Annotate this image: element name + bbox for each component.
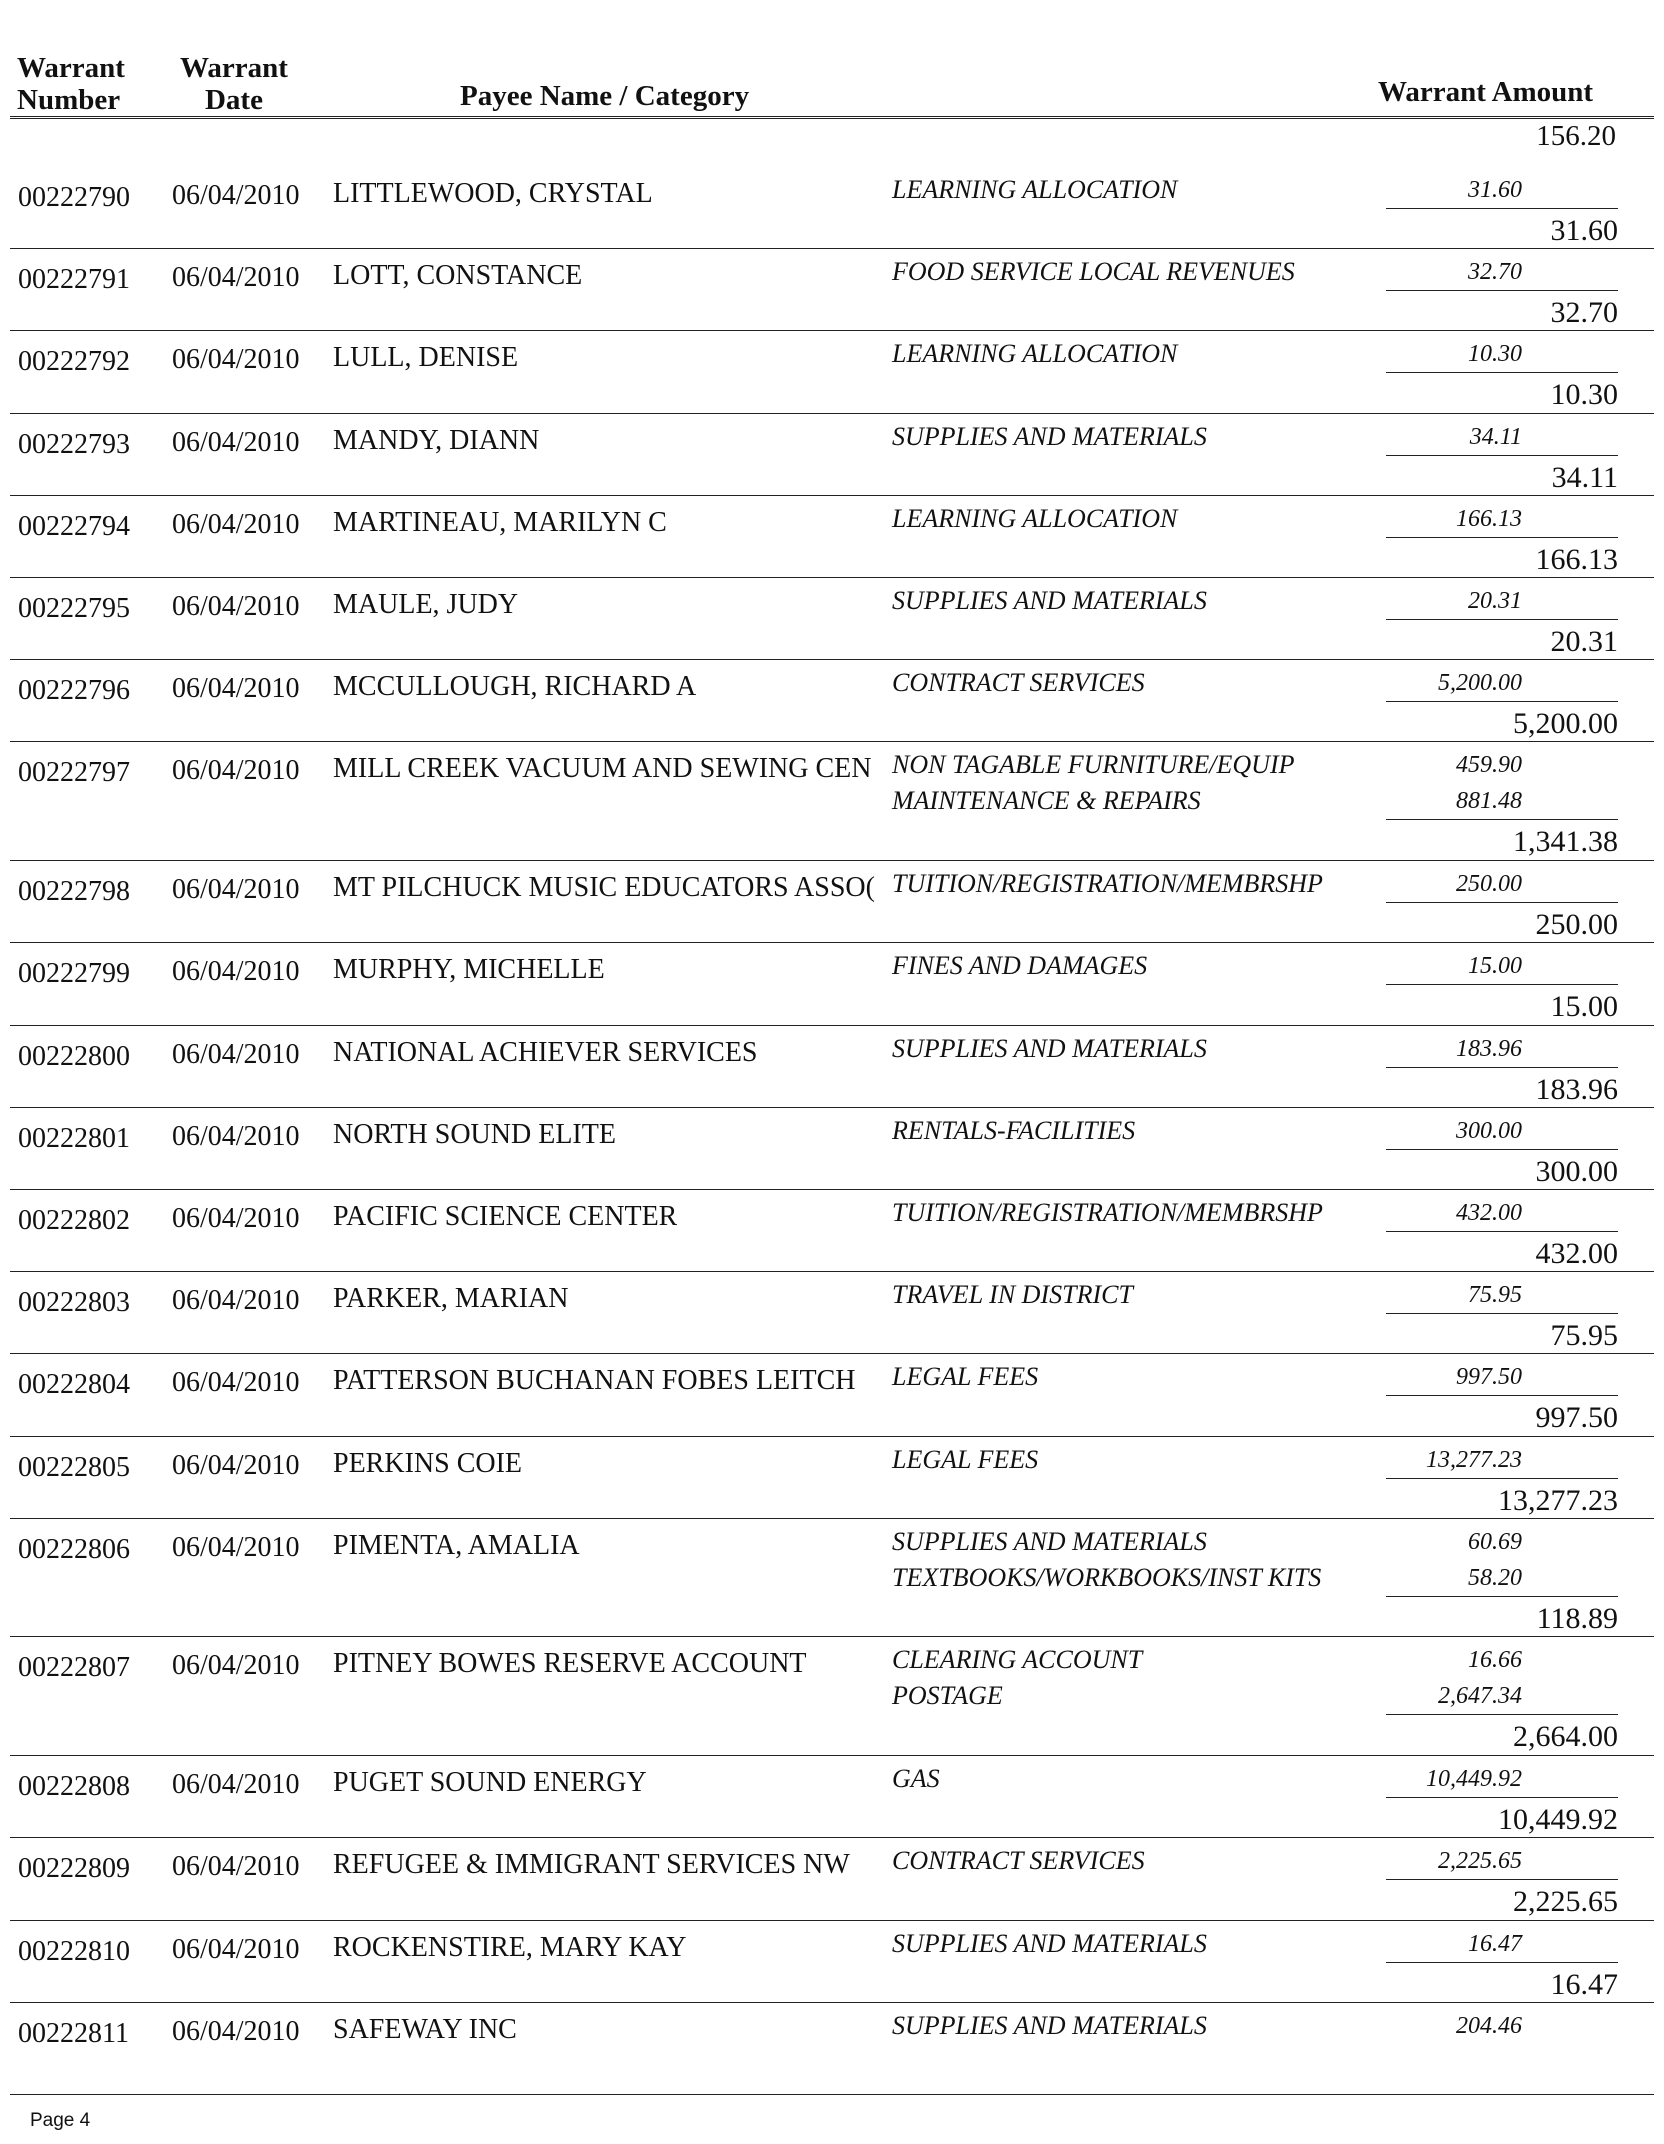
line-amount: 60.69 [1468, 1528, 1522, 1555]
line-amount: 166.13 [1456, 505, 1522, 532]
warrant-date: 06/04/2010 [172, 1120, 300, 1152]
payee-name: MURPHY, MICHELLE [333, 954, 605, 986]
subtotal-rule [1386, 372, 1618, 373]
category-list [892, 423, 1207, 459]
category-list [892, 952, 1147, 988]
warrant-number: 00222791 [18, 264, 130, 296]
line-amount: 16.47 [1468, 1930, 1522, 1957]
line-amount-list [1386, 258, 1522, 294]
header-rule [10, 116, 1654, 119]
warrant-total: 31.60 [1550, 214, 1618, 247]
line-amount: 13,277.23 [1426, 1446, 1522, 1473]
line-amount-list [1386, 2012, 1522, 2048]
line-amount-list [1386, 1528, 1522, 1600]
warrant-number: 00222808 [18, 1771, 130, 1803]
category-label: TEXTBOOKS/WORKBOOKS/INST KITS [892, 1562, 1322, 1592]
line-amount: 16.66 [1468, 1647, 1522, 1674]
warrant-number: 00222792 [18, 346, 130, 378]
warrant-number: 00222800 [18, 1040, 130, 1072]
warrant-number: 00222793 [18, 428, 130, 460]
page-number: Page 4 [30, 2110, 91, 2131]
line-amount: 204.46 [1456, 2012, 1522, 2039]
category-list [892, 258, 1295, 294]
line-amount: 997.50 [1456, 1364, 1522, 1391]
line-amount-list [1386, 587, 1522, 623]
payee-name: PACIFIC SCIENCE CENTER [333, 1200, 678, 1232]
warrant-row [0, 1920, 1664, 2002]
category-list [892, 1646, 1142, 1718]
subtotal-rule [1386, 1797, 1618, 1798]
subtotal-rule [1386, 1067, 1618, 1068]
warrant-date: 06/04/2010 [172, 2015, 300, 2047]
warrant-row [0, 330, 1664, 412]
payee-name: MT PILCHUCK MUSIC EDUCATORS ASSO( [333, 872, 875, 904]
warrant-row [0, 1837, 1664, 1919]
warrant-date: 06/04/2010 [172, 426, 300, 458]
category-label: SUPPLIES AND MATERIALS [892, 586, 1207, 615]
line-amount-list [1386, 1035, 1522, 1071]
line-amount: 20.31 [1468, 588, 1522, 614]
category-list [892, 1117, 1135, 1153]
category-label: TUITION/REGISTRATION/MEMBRSHP [892, 869, 1323, 899]
line-amount-list [1386, 1646, 1522, 1718]
warrant-row [0, 166, 1664, 248]
category-label: SUPPLIES AND MATERIALS [892, 1928, 1207, 1958]
category-label: CLEARING ACCOUNT [892, 1645, 1143, 1675]
warrant-row [0, 1518, 1664, 1637]
warrant-row [0, 1436, 1664, 1518]
warrant-number: 00222807 [18, 1652, 130, 1684]
line-amount: 31.60 [1468, 177, 1522, 203]
line-amount: 10,449.92 [1426, 1766, 1522, 1793]
payee-name: PERKINS COIE [333, 1447, 523, 1479]
category-label: TUITION/REGISTRATION/MEMBRSHP [892, 1197, 1323, 1227]
line-amount-list [1386, 870, 1522, 906]
payee-name: LULL, DENISE [333, 342, 519, 374]
warrant-row [0, 741, 1664, 860]
payee-name: MCCULLOUGH, RICHARD A [333, 671, 697, 703]
warrant-number: 00222794 [18, 510, 130, 542]
header-text: Warrant [17, 52, 125, 84]
warrant-date: 06/04/2010 [172, 1367, 300, 1399]
category-label: POSTAGE [892, 1681, 1003, 1711]
subtotal-rule [1386, 1313, 1618, 1314]
line-amount: 75.95 [1468, 1282, 1522, 1309]
warrant-date: 06/04/2010 [172, 956, 300, 988]
subtotal-rule [1386, 1395, 1618, 1396]
warrant-total: 15.00 [1550, 990, 1618, 1024]
warrant-date: 06/04/2010 [172, 1769, 300, 1801]
payee-name: PITNEY BOWES RESERVE ACCOUNT [333, 1648, 807, 1680]
warrant-number: 00222806 [18, 1533, 130, 1565]
subtotal-rule [1386, 902, 1618, 903]
header-text: Warrant [180, 52, 288, 84]
warrant-date: 06/04/2010 [172, 673, 300, 705]
warrant-total: 16.47 [1550, 1967, 1618, 2001]
line-amount: 58.20 [1468, 1564, 1522, 1591]
category-list [892, 751, 1295, 823]
warrant-row [0, 1636, 1664, 1755]
warrant-date: 06/04/2010 [172, 1285, 300, 1317]
column-header-payee: Payee Name / Category [460, 80, 750, 112]
category-label: LEARNING ALLOCATION [892, 503, 1178, 533]
warrant-number: 00222805 [18, 1451, 130, 1483]
category-list [892, 2012, 1207, 2048]
warrant-date: 06/04/2010 [172, 755, 300, 787]
warrant-row [0, 659, 1664, 741]
category-label: MAINTENANCE & REPAIRS [892, 786, 1201, 816]
warrant-total: 997.50 [1535, 1401, 1618, 1435]
subtotal-rule [1386, 984, 1618, 985]
warrant-date: 06/04/2010 [172, 1851, 300, 1883]
warrant-total: 166.13 [1535, 542, 1618, 576]
warrant-row [0, 248, 1664, 330]
warrant-number: 00222795 [18, 593, 130, 624]
warrant-row [0, 413, 1664, 495]
line-amount-list [1386, 176, 1522, 212]
warrant-number: 00222802 [18, 1204, 130, 1236]
category-list [892, 1035, 1207, 1071]
line-amount-list [1386, 1446, 1522, 1482]
payee-name: LITTLEWOOD, CRYSTAL [333, 178, 653, 209]
warrant-total: 75.95 [1550, 1319, 1618, 1353]
warrant-total: 5,200.00 [1513, 707, 1618, 741]
line-amount-list [1386, 1199, 1522, 1235]
category-list [892, 1281, 1133, 1317]
line-amount: 5,200.00 [1438, 670, 1522, 697]
category-label: SUPPLIES AND MATERIALS [892, 1033, 1207, 1063]
subtotal-rule [1386, 537, 1618, 538]
category-list [892, 870, 1323, 906]
warrant-date: 06/04/2010 [172, 1933, 300, 1965]
category-label: FINES AND DAMAGES [892, 951, 1148, 981]
warrant-row [0, 1755, 1664, 1837]
payee-name: ROCKENSTIRE, MARY KAY [333, 1931, 687, 1963]
warrant-row [0, 860, 1664, 942]
payee-name: PIMENTA, AMALIA [333, 1529, 580, 1561]
warrant-number: 00222797 [18, 757, 130, 789]
warrant-date: 06/04/2010 [172, 874, 300, 906]
warrant-number: 00222810 [18, 1935, 130, 1967]
warrant-total: 1,341.38 [1513, 825, 1618, 859]
category-label: CONTRACT SERVICES [892, 668, 1145, 698]
warrant-total: 432.00 [1535, 1236, 1618, 1270]
warrant-total: 183.96 [1535, 1072, 1618, 1106]
payee-name: NORTH SOUND ELITE [333, 1118, 616, 1150]
line-amount-list [1386, 751, 1522, 823]
category-list [892, 340, 1177, 376]
warrant-row [0, 1189, 1664, 1271]
subtotal-rule [1386, 1962, 1618, 1963]
warrant-number: 00222809 [18, 1853, 130, 1885]
category-list [892, 1847, 1145, 1883]
category-label: CONTRACT SERVICES [892, 1846, 1145, 1876]
line-amount: 300.00 [1456, 1117, 1522, 1144]
warrant-number: 00222790 [18, 182, 130, 213]
warrant-row [0, 2002, 1664, 2084]
warrant-date: 06/04/2010 [172, 262, 300, 294]
line-amount-list [1386, 1281, 1522, 1317]
line-amount-list [1386, 1930, 1522, 1966]
warrant-total: 118.89 [1536, 1601, 1618, 1635]
warrant-date: 06/04/2010 [172, 1202, 300, 1234]
line-amount: 250.00 [1456, 871, 1522, 898]
payee-name: PATTERSON BUCHANAN FOBES LEITCH [333, 1365, 856, 1397]
category-label: SUPPLIES AND MATERIALS [892, 2010, 1207, 2040]
category-list [892, 1446, 1038, 1482]
warrant-date: 06/04/2010 [172, 1449, 300, 1481]
subtotal-rule [1386, 1714, 1618, 1715]
warrant-date: 06/04/2010 [172, 180, 300, 211]
payee-name: PARKER, MARIAN [333, 1283, 569, 1315]
category-label: TRAVEL IN DISTRICT [892, 1280, 1133, 1310]
warrant-date: 06/04/2010 [172, 1531, 300, 1563]
payee-name: NATIONAL ACHIEVER SERVICES [333, 1036, 758, 1068]
line-amount-list [1386, 1847, 1522, 1883]
payee-name: MARTINEAU, MARILYN C [333, 506, 667, 538]
line-amount: 2,225.65 [1438, 1848, 1522, 1875]
line-amount-list [1386, 505, 1522, 541]
carry-forward-total: 156.20 [1536, 120, 1616, 152]
warrant-total: 2,664.00 [1513, 1720, 1618, 1754]
line-amount-list [1386, 952, 1522, 988]
column-header-amount: Warrant Amount [1378, 76, 1594, 108]
warrant-date: 06/04/2010 [172, 1038, 300, 1070]
payee-name: MAULE, JUDY [333, 589, 519, 620]
warrant-total: 20.31 [1550, 625, 1618, 658]
subtotal-rule [1386, 1149, 1618, 1150]
warrant-number: 00222801 [18, 1122, 130, 1154]
warrant-row [0, 577, 1664, 659]
header-text: Date [204, 84, 263, 116]
payee-name: MANDY, DIANN [333, 424, 540, 456]
warrant-date: 06/04/2010 [172, 344, 300, 376]
line-amount-list [1386, 1117, 1522, 1153]
line-amount: 881.48 [1456, 788, 1522, 815]
column-header-warrant-date [180, 52, 288, 116]
warrant-total: 10.30 [1550, 378, 1618, 412]
line-amount: 34.11 [1469, 423, 1522, 450]
category-label: GAS [892, 1764, 940, 1794]
subtotal-rule [1386, 1231, 1618, 1232]
payee-name: SAFEWAY INC [333, 2013, 517, 2045]
payee-name: PUGET SOUND ENERGY [333, 1767, 647, 1799]
category-label: LEGAL FEES [892, 1444, 1039, 1474]
line-amount: 10.30 [1468, 341, 1522, 368]
category-label: RENTALS-FACILITIES [892, 1115, 1136, 1145]
header-text: Number [17, 84, 121, 116]
warrant-total: 32.70 [1550, 296, 1618, 330]
warrant-row [0, 1271, 1664, 1353]
warrant-date: 06/04/2010 [172, 1650, 300, 1682]
warrant-row [0, 1107, 1664, 1189]
line-amount: 2,647.34 [1438, 1683, 1522, 1710]
category-list [892, 1363, 1038, 1399]
warrant-total: 34.11 [1551, 460, 1618, 494]
category-list [892, 505, 1177, 541]
subtotal-rule [1386, 208, 1618, 209]
column-header-warrant-number [17, 52, 125, 116]
line-amount-list [1386, 669, 1522, 705]
warrant-number: 00222811 [18, 2017, 129, 2049]
warrant-total: 250.00 [1535, 908, 1618, 942]
line-amount: 15.00 [1468, 953, 1522, 980]
category-list [892, 176, 1177, 212]
warrant-date: 06/04/2010 [172, 508, 300, 540]
subtotal-rule [1386, 819, 1618, 820]
category-list [892, 1199, 1323, 1235]
category-list [892, 669, 1145, 705]
line-amount-list [1386, 1363, 1522, 1399]
payee-name: MILL CREEK VACUUM AND SEWING CEN [333, 753, 872, 785]
line-amount-list [1386, 340, 1522, 376]
warrant-date: 06/04/2010 [172, 591, 300, 622]
category-label: FOOD SERVICE LOCAL REVENUES [892, 257, 1295, 287]
category-label: SUPPLIES AND MATERIALS [892, 421, 1207, 451]
warrant-number: 00222798 [18, 876, 130, 908]
subtotal-rule [1386, 619, 1618, 620]
subtotal-rule [1386, 455, 1618, 456]
warrant-row [0, 1353, 1664, 1435]
warrant-number: 00222804 [18, 1369, 130, 1401]
category-list [892, 587, 1207, 623]
line-amount: 459.90 [1456, 752, 1522, 779]
category-label: LEARNING ALLOCATION [892, 175, 1178, 204]
payee-name: REFUGEE & IMMIGRANT SERVICES NW [333, 1849, 850, 1881]
line-amount-list [1386, 1765, 1522, 1801]
payee-name: LOTT, CONSTANCE [333, 260, 583, 292]
warrant-row [0, 495, 1664, 577]
subtotal-rule [1386, 701, 1618, 702]
subtotal-rule [1386, 290, 1618, 291]
category-label: LEGAL FEES [892, 1362, 1039, 1392]
category-label: LEARNING ALLOCATION [892, 339, 1178, 369]
subtotal-rule [1386, 1879, 1618, 1880]
warrant-total: 13,277.23 [1498, 1483, 1618, 1517]
line-amount: 183.96 [1456, 1035, 1522, 1062]
warrant-number: 00222796 [18, 675, 130, 707]
category-label: SUPPLIES AND MATERIALS [892, 1526, 1207, 1556]
footer-rule [10, 2094, 1654, 2095]
subtotal-rule [1386, 1478, 1618, 1479]
warrant-number: 00222799 [18, 958, 130, 990]
category-label: NON TAGABLE FURNITURE/EQUIP [892, 750, 1295, 780]
warrant-row [0, 1025, 1664, 1107]
warrant-total: 300.00 [1535, 1154, 1618, 1188]
line-amount: 432.00 [1456, 1199, 1522, 1226]
warrant-row [0, 942, 1664, 1024]
category-list [892, 1765, 940, 1801]
category-list [892, 1930, 1207, 1966]
line-amount: 32.70 [1468, 259, 1522, 286]
warrant-number: 00222803 [18, 1287, 130, 1319]
line-amount-list [1386, 423, 1522, 459]
warrant-total: 10,449.92 [1498, 1803, 1618, 1837]
category-list [892, 1528, 1321, 1600]
subtotal-rule [1386, 1596, 1618, 1597]
warrant-total: 2,225.65 [1513, 1885, 1618, 1919]
